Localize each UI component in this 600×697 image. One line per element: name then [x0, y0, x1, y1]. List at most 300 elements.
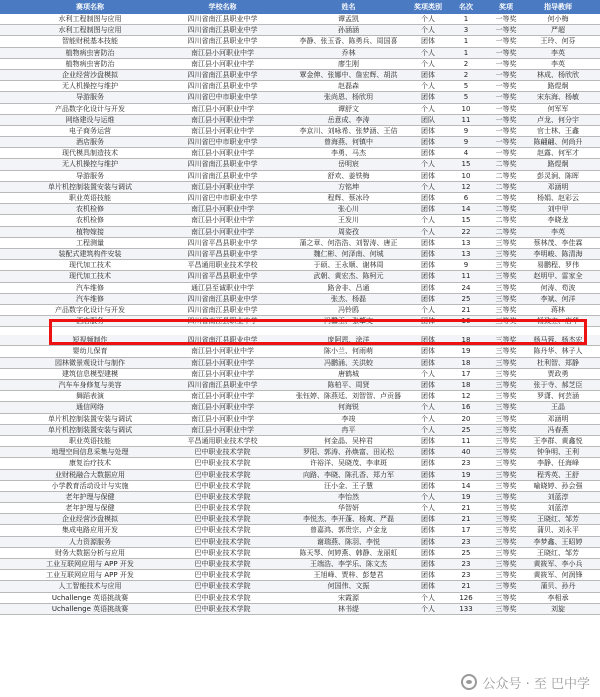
cell-school: 四川省巴中市职业中学 [187, 93, 258, 102]
cell-teacher: 王晓红、邹芳 [537, 515, 579, 524]
cell-event: 现代加工技术 [69, 272, 111, 281]
cell-rank: 17 [461, 526, 471, 535]
cell-award: 三等奖 [495, 261, 517, 270]
cell-names: 赵磊森 [338, 82, 359, 91]
cell-event: 单片机控制装置安装与调试 [48, 182, 132, 191]
cell-names: 岳明宸 [338, 160, 359, 169]
table-row [0, 604, 600, 615]
cell-event: 通信网络 [76, 403, 104, 412]
cell-category: 个人 [421, 104, 435, 113]
cell-category: 个人 [421, 48, 435, 57]
cell-category: 团体 [421, 126, 435, 135]
cell-school: 四川省南江县职业中学 [187, 171, 258, 180]
cell-rank: 23 [461, 571, 471, 580]
cell-event: 汽车维修 [76, 283, 104, 292]
table-row [0, 271, 600, 282]
table-row [0, 436, 600, 447]
cell-teacher: 王李群、黄鑫悦 [533, 436, 583, 445]
cell-rank: 9 [463, 138, 469, 147]
table-row [0, 14, 600, 25]
cell-rank: 17 [461, 369, 471, 378]
cell-rank: 18 [461, 336, 471, 345]
cell-school: 巴中职业技术学院 [194, 560, 251, 568]
cell-category: 个人 [421, 216, 435, 225]
table-row [0, 503, 600, 514]
cell-award: 三等奖 [495, 305, 517, 314]
cell-rank: 1 [463, 15, 469, 23]
cell-category: 团体 [421, 515, 435, 524]
cell-award: 三等奖 [495, 504, 517, 513]
cell-names: 冯馨玉、张肇文 [324, 317, 373, 326]
cell-event: 智能财税基本技能 [62, 37, 118, 46]
cell-school: 南江县小河职业中学 [191, 414, 254, 423]
cell-school: 巴中职业技术学院 [194, 470, 251, 479]
cell-event: 无人机操控与维护 [62, 82, 118, 91]
cell-event: 业财税融合大数据应用 [55, 470, 125, 479]
cell-event: 现代加工技术 [69, 261, 111, 270]
cell-teacher: 何小梅 [547, 15, 569, 23]
cell-teacher: 陈翩翩、何尚升 [533, 138, 583, 147]
cell-rank: 21 [461, 582, 471, 591]
cell-school: 巴中职业技术学院 [194, 604, 251, 613]
table-row [0, 346, 600, 357]
cell-event: 装配式建筑构件安装 [58, 249, 122, 258]
cell-award: 二等奖 [495, 160, 517, 169]
cell-event: 水利工程制图与应用 [58, 26, 122, 35]
cell-school: 通江县至诚职业中学 [191, 283, 254, 292]
table-row [0, 358, 600, 369]
table-row [0, 59, 600, 70]
cell-school: 巴中职业技术学院 [194, 526, 251, 535]
cell-school: 巴中职业技术学院 [194, 459, 251, 468]
cell-award: 一等奖 [495, 26, 517, 35]
cell-teacher: 钟争明、王利 [537, 448, 579, 457]
cell-names: 李勇、马杰 [331, 149, 366, 158]
cell-teacher: 赵明甲、雷家全 [533, 272, 583, 281]
cell-school: 巴中职业技术学院 [194, 537, 251, 546]
cell-award: 三等奖 [495, 526, 517, 535]
cell-school: 巴中职业技术学院 [194, 571, 251, 580]
cell-rank: 133 [459, 604, 473, 613]
cell-category: 个人 [421, 369, 435, 378]
cell-event: 单片机控制装置安装与调试 [48, 425, 132, 434]
cell-rank: 22 [461, 227, 471, 236]
cell-school: 平昌通用职业技术学校 [187, 261, 258, 270]
cell-award: 三等奖 [495, 369, 517, 378]
cell-award: 三等奖 [495, 515, 517, 524]
cell-rank: 13 [461, 249, 471, 258]
cell-school: 四川省南江县职业中学 [187, 317, 258, 326]
cell-rank: 10 [461, 104, 471, 113]
cell-school: 南江县小河职业中学 [191, 392, 254, 401]
cell-award: 二等奖 [495, 205, 517, 214]
table-row [0, 593, 600, 604]
cell-names: 陈天琴、何婷燕、韩静、龙丽虹 [299, 548, 398, 557]
cell-rank: 15 [461, 160, 471, 169]
cell-category: 团体 [421, 317, 435, 326]
cell-event: 企业经营沙盘模拟 [62, 515, 118, 524]
cell-teacher: 蒲贝、刘永平 [537, 526, 579, 535]
cell-category: 团体 [421, 526, 435, 535]
cell-event: 小学教育活动设计与实施 [51, 481, 129, 490]
cell-award: 三等奖 [495, 294, 517, 303]
cell-award: 一等奖 [495, 82, 517, 91]
cell-school: 南江县小河职业中学 [191, 48, 254, 57]
cell-teacher: 李英 [551, 48, 565, 57]
cell-school: 四川省南江县职业中学 [187, 336, 258, 345]
cell-teacher: 路煜炯 [547, 160, 569, 169]
cell-names: 方铭坤 [338, 182, 359, 191]
cell-names: 孙涵涵 [338, 26, 359, 35]
cell-rank: 19 [461, 470, 471, 479]
cell-award: 一等奖 [495, 115, 517, 124]
cell-names: 程辉、蔡冰玲 [327, 194, 370, 202]
table-row [0, 182, 600, 193]
cell-school: 巴中职业技术学院 [194, 492, 251, 501]
cell-names: 庞阿恩、涂洋 [327, 336, 370, 345]
cell-teacher: 李英 [551, 227, 565, 236]
cell-award: 一等奖 [495, 70, 517, 79]
cell-school: 四川省平昌县职业中学 [187, 272, 258, 281]
cell-event: 农机检修 [76, 216, 104, 225]
cell-category: 团体 [421, 481, 435, 490]
cell-teacher: 路煜炯 [547, 82, 569, 91]
cell-award: 三等奖 [495, 459, 517, 468]
cell-category: 团队 [421, 115, 435, 124]
table-row [0, 581, 600, 592]
header-category: 奖项类别 [414, 3, 442, 11]
cell-school: 四川省南江县职业中学 [187, 82, 258, 91]
cell-teacher: 刘蓝淳 [547, 492, 569, 501]
cell-event: 酒店服务 [76, 317, 104, 326]
cell-teacher: 易鹏程、罗伟 [537, 261, 579, 270]
table-row [0, 402, 600, 413]
cell-rank: 19 [461, 347, 471, 356]
cell-award: 二等奖 [495, 171, 517, 180]
cell-names: 冯铃鸥 [338, 305, 359, 314]
cell-teacher: 蒲贝、孙丹 [540, 582, 576, 591]
cell-rank: 12 [461, 182, 471, 191]
cell-teacher: 王晶 [551, 403, 565, 412]
cell-category: 团体 [421, 171, 435, 180]
cell-names: 华智妍 [338, 504, 359, 513]
cell-school: 四川省南江县职业中学 [187, 381, 258, 389]
cell-rank: 15 [461, 216, 471, 225]
cell-rank: 20 [461, 414, 471, 423]
cell-names: 李静、张玉香、陈勇兵、周国喜 [299, 37, 398, 46]
cell-names: 陈小兰、何雨萌 [324, 347, 373, 356]
cell-award: 一等奖 [495, 149, 517, 158]
header-names: 姓名 [341, 3, 356, 11]
cell-names: 曾嘉鸿、郭贵宗、卢金龙 [310, 526, 387, 535]
cell-event: 职业英语技能 [69, 436, 111, 445]
cell-award: 一等奖 [495, 126, 517, 135]
cell-category: 个人 [421, 403, 435, 412]
cell-school: 四川省南江县职业中学 [187, 26, 258, 35]
header-award: 奖项 [499, 3, 513, 11]
cell-teacher: 刘旋 [551, 604, 565, 613]
cell-award: 三等奖 [495, 249, 517, 258]
cell-rank: 5 [463, 93, 469, 102]
highlight-box [49, 319, 587, 345]
cell-category: 个人 [421, 182, 435, 191]
cell-award: 三等奖 [495, 448, 517, 457]
cell-category: 个人 [421, 227, 435, 236]
cell-names: 林书缇 [338, 604, 359, 613]
cell-teacher: 蔡林茂、李佳霖 [533, 238, 583, 247]
cell-category: 个人 [421, 160, 435, 169]
cell-teacher: 何涛、苟波 [540, 283, 576, 292]
cell-school: 南江县小河职业中学 [191, 149, 254, 158]
table-row [0, 481, 600, 492]
cell-award: 三等奖 [495, 604, 517, 613]
cell-category: 团体 [421, 283, 435, 292]
cell-names: 路舍非、吕通 [327, 283, 370, 292]
cell-category: 个人 [421, 15, 435, 23]
cell-rank: 5 [463, 82, 469, 91]
cell-names: 蒲之章、何浩浩、刘智涛、唐正 [299, 238, 398, 247]
cell-award: 三等奖 [495, 317, 517, 326]
cell-event: 电子商务运营 [69, 126, 111, 135]
cell-school: 四川省南江县职业中学 [187, 294, 258, 303]
cell-teacher: 王玲、何芬 [540, 37, 576, 46]
cell-event: 财务大数据分析与应用 [55, 548, 125, 557]
cell-category: 个人 [421, 492, 435, 501]
cell-names: 王旭峰、贾梓、彭楚君 [313, 571, 384, 580]
cell-category: 团体 [421, 149, 435, 158]
cell-category: 团体 [421, 381, 435, 389]
cell-names: 李竣 [341, 414, 356, 423]
table-row [0, 48, 600, 59]
cell-rank: 2 [463, 70, 469, 79]
cell-category: 个人 [421, 414, 435, 423]
table-row [0, 36, 600, 47]
cell-names: 冯鹏涌、关洪蛟 [324, 358, 373, 367]
cell-category: 团体 [421, 560, 435, 568]
cell-rank: 9 [463, 261, 469, 270]
cell-category: 团体 [421, 272, 435, 281]
cell-event: 汽车维修 [76, 294, 104, 303]
cell-rank: 2 [463, 59, 469, 68]
header-rank: 名次 [459, 3, 473, 11]
cell-names: 谭孟凯 [338, 15, 359, 23]
cell-event: 导游服务 [76, 93, 104, 102]
cell-teacher: 杨马蓉、杨杰宏 [533, 336, 583, 345]
cell-award: 三等奖 [495, 470, 517, 479]
cell-rank: 21 [461, 515, 471, 524]
table-row [0, 391, 600, 402]
table-row [0, 126, 600, 137]
table-row [0, 25, 600, 36]
cell-rank: 24 [461, 283, 471, 292]
cell-teacher: 彭灵涧、陈晖 [537, 171, 579, 180]
cell-school: 四川省平昌县职业中学 [187, 249, 258, 258]
cell-category: 个人 [421, 504, 435, 513]
cell-rank: 16 [461, 403, 471, 412]
cell-category: 团体 [421, 294, 435, 303]
cell-teacher: 李静、任海峰 [537, 459, 579, 468]
cell-rank: 1 [463, 37, 469, 46]
cell-rank: 16 [461, 317, 471, 326]
cell-names: 许裕洋、吴晓茂、李聿斑 [310, 459, 387, 468]
cell-rank: 21 [461, 305, 471, 314]
cell-rank: 6 [463, 194, 469, 202]
cell-teacher: 宋东海、杨敏 [537, 93, 579, 102]
cell-names: 向路、李晓、陈孔香、郑力军 [303, 470, 394, 479]
cell-names: 王端浩、李学乐、陈文杰 [310, 560, 387, 568]
cell-category: 团体 [421, 358, 435, 367]
cell-teacher: 黄筱军、何润锋 [533, 571, 583, 580]
cell-rank: 4 [463, 149, 469, 158]
cell-award: 三等奖 [495, 582, 517, 591]
cell-teacher: 官士林、王鑫 [537, 126, 579, 135]
cell-event: 老年护理与保健 [65, 492, 115, 501]
cell-event: 工业互联网应用与 APP 开发 [46, 571, 134, 580]
cell-award: 三等奖 [495, 283, 517, 292]
cell-school: 平昌通用职业技术学校 [187, 436, 258, 445]
table-header [0, 0, 600, 14]
table-row [0, 447, 600, 458]
cell-award: 一等奖 [495, 104, 517, 113]
cell-award: 二等奖 [495, 227, 517, 236]
cell-teacher: 李梦鑫、王昭婷 [533, 537, 583, 546]
cell-names: 岳意成、李涛 [327, 115, 370, 124]
cell-event: 网络建设与运维 [65, 115, 115, 124]
cell-names: 唐鹤城 [338, 369, 359, 378]
cell-names: 廖生刚 [338, 59, 359, 68]
cell-names: 张钰婷、陈燕廷、刘智智、卢贡器 [296, 392, 401, 401]
cell-teacher: 何军军 [547, 104, 569, 113]
cell-event: 汽车车身修复与美容 [58, 381, 122, 389]
cell-names: 舒欢、姜铁梅 [327, 171, 370, 180]
cell-names: 李悦杰、李开蓬、杨爽、严磊 [303, 515, 394, 524]
cell-rank: 12 [461, 392, 471, 401]
table-row [0, 227, 600, 238]
table-row [0, 204, 600, 215]
cell-event: 地理空间信息采集与处理 [51, 448, 129, 457]
table-row [0, 514, 600, 525]
cell-category: 个人 [421, 26, 435, 35]
cell-school: 四川省平昌县职业中学 [187, 238, 258, 247]
cell-event: 现代模具制造技术 [62, 149, 118, 158]
cell-teacher: 邓涵明 [547, 182, 569, 191]
cell-rank: 23 [461, 459, 471, 468]
cell-teacher: 冯春燕 [547, 425, 569, 434]
cell-event: 企业经营沙盘模拟 [62, 70, 118, 79]
cell-rank: 14 [461, 205, 471, 214]
cell-rank: 40 [461, 448, 471, 457]
cell-teacher: 罗潇、何芸涵 [537, 392, 579, 401]
cell-school: 四川省巴中市职业中学 [187, 194, 258, 202]
cell-event: Uchallenge 英语挑战赛 [51, 593, 129, 602]
table-row [0, 70, 600, 81]
cell-school: 四川省巴中市职业中学 [187, 138, 258, 147]
cell-names: 谭舒文 [338, 104, 359, 113]
cell-award: 三等奖 [495, 571, 517, 580]
cell-event: 工程测量 [76, 238, 104, 247]
table-row [0, 548, 600, 559]
cell-category: 团体 [421, 70, 435, 79]
cell-teacher: 卢龙、何分宇 [537, 115, 579, 124]
cell-teacher: 刘中甲 [547, 205, 569, 214]
table-row [0, 537, 600, 548]
header-school: 学校名称 [208, 3, 237, 11]
cell-teacher: 杜利智、郑静 [537, 358, 579, 367]
table-row [0, 92, 600, 103]
cell-category: 团体 [421, 448, 435, 457]
cell-teacher: 陈丹华、林子人 [533, 347, 583, 356]
cell-teacher: 李斌、何洋 [540, 294, 576, 303]
table-row [0, 159, 600, 170]
table-row [0, 458, 600, 469]
cell-event: 园林微景观设计与制作 [55, 358, 125, 367]
cell-category: 团体 [421, 205, 435, 214]
cell-names: 张尚恩、杨欣玥 [324, 93, 373, 102]
cell-school: 巴中职业技术学院 [194, 504, 251, 513]
header-teacher: 指导教师 [544, 3, 572, 11]
table-row [0, 414, 600, 425]
cell-event: 植物病虫害防治 [65, 59, 115, 68]
table-row [0, 260, 600, 271]
cell-category: 团体 [421, 582, 435, 591]
table-row [0, 104, 600, 115]
cell-names: 覃金伸、张娜中、詹宏辉、胡洪 [299, 70, 398, 79]
cell-award: 三等奖 [495, 403, 517, 412]
cell-names: 汪小金、王子慧 [324, 481, 373, 490]
cell-rank: 126 [459, 593, 473, 602]
cell-event: 人力资源服务 [69, 537, 111, 546]
cell-category: 团体 [421, 537, 435, 546]
cell-school: 南江县小河职业中学 [191, 216, 254, 225]
cell-school: 巴中职业技术学院 [194, 548, 251, 557]
cell-school: 四川省南江县职业中学 [187, 15, 258, 23]
cell-school: 南江县小河职业中学 [191, 126, 254, 135]
cell-rank: 11 [461, 436, 471, 445]
cell-award: 三等奖 [495, 560, 517, 568]
cell-school: 南江县小河职业中学 [191, 347, 254, 356]
cell-event: 产品数字化设计与开发 [55, 305, 125, 314]
cell-award: 三等奖 [495, 425, 517, 434]
table-row [0, 305, 600, 316]
cell-category: 团体 [421, 93, 435, 102]
cell-event: 工业互联网应用与 APP 开发 [46, 560, 134, 568]
cell-names: 张杰、杨磊 [331, 294, 366, 303]
cell-award: 三等奖 [495, 392, 517, 401]
table-row [0, 283, 600, 294]
cell-event: 职业英语技能 [69, 194, 111, 202]
cell-names: 何国伟、文振 [327, 582, 370, 591]
cell-event: 人工智能技术与应用 [58, 582, 122, 591]
cell-category: 团体 [421, 194, 435, 202]
cell-rank: 11 [461, 115, 471, 124]
cell-school: 四川省南江县职业中学 [187, 160, 258, 169]
wechat-icon [461, 674, 477, 690]
cell-category: 团体 [421, 238, 435, 247]
cell-event: 产品数字化设计与开发 [55, 104, 125, 113]
cell-category: 个人 [421, 425, 435, 434]
cell-event: 建筑信息模型建模 [62, 369, 118, 378]
cell-rank: 18 [461, 358, 471, 367]
cell-event: 康复治疗技术 [69, 459, 111, 468]
cell-school: 南江县小河职业中学 [191, 403, 254, 412]
cell-award: 三等奖 [495, 537, 517, 546]
cell-category: 团体 [421, 138, 435, 147]
cell-rank: 25 [461, 548, 471, 557]
cell-award: 三等奖 [495, 593, 517, 602]
cell-rank: 25 [461, 294, 471, 303]
cell-award: 三等奖 [495, 548, 517, 557]
cell-rank: 19 [461, 492, 471, 501]
